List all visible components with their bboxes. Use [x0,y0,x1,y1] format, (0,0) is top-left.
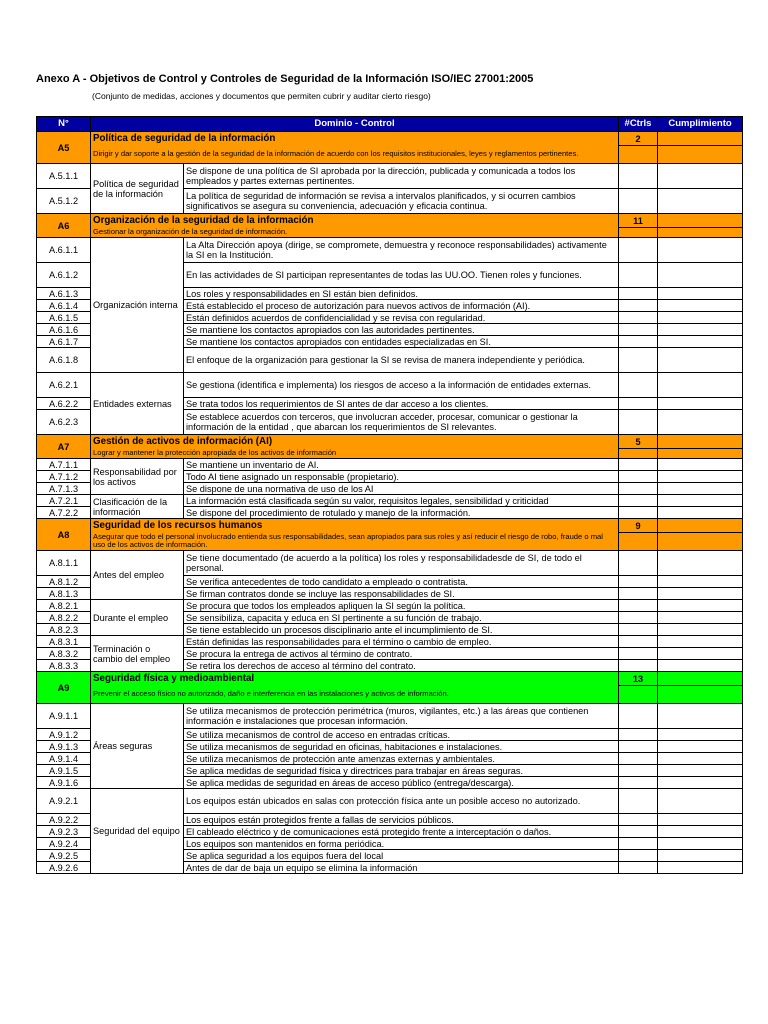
ctrl-count-cell [619,410,658,435]
ctrl-count-cell [619,704,658,729]
control-objective: Política de seguridad de la información [91,164,184,214]
control-id: A.9.2.1 [37,789,91,814]
control-id: A.6.1.6 [37,324,91,336]
ctrl-count-cell [619,789,658,814]
control-text: Se dispone del procedimiento de rotulado y manejo de la información. [184,507,619,519]
domain-title: Gestión de activos de información (AI) [91,435,619,449]
compliance-cell[interactable] [658,228,743,238]
domain-description-row [37,228,743,238]
table-row [37,495,743,507]
ctrl-count-cell [619,777,658,789]
page-subtitle: (Conjunto de medidas, acciones y documentos que permiten cubrir y auditar cierto riesgo) [92,91,431,101]
compliance-cell[interactable] [658,777,743,789]
compliance-cell[interactable] [658,765,743,777]
control-text: Se firman contratos donde se incluye las responsabilidades de SI. [184,588,619,600]
compliance-cell[interactable] [658,435,743,449]
control-text: Están definidas las responsabilidades para el término o cambio de empleo. [184,636,619,648]
table-row [37,459,743,471]
ctrl-count-cell [619,146,658,164]
compliance-cell[interactable] [658,533,743,551]
domain-row [37,435,743,449]
ctrl-count-cell [619,483,658,495]
compliance-cell[interactable] [658,672,743,686]
compliance-cell[interactable] [658,624,743,636]
control-objective: Entidades externas [91,373,184,435]
control-text: El cableado eléctrico y de comunicaciones está protegido frente a interceptación o daños. [184,826,619,838]
compliance-cell[interactable] [658,576,743,588]
ctrl-count-cell [619,729,658,741]
ctrl-count-cell [619,862,658,874]
control-text: La información está clasificada según su valor, requisitos legales, sensibilidad y criticidad [184,495,619,507]
control-id: A.8.3.3 [37,660,91,672]
control-text: Se mantiene un inventario de AI. [184,459,619,471]
table-row [37,789,743,814]
control-id: A.6.1.5 [37,312,91,324]
compliance-cell[interactable] [658,612,743,624]
compliance-cell[interactable] [658,588,743,600]
ctrl-count-cell [619,753,658,765]
control-objective: Responsabilidad por los activos [91,459,184,495]
control-id: A.9.1.3 [37,741,91,753]
domain-code: A7 [37,435,91,459]
control-id: A.9.2.6 [37,862,91,874]
domain-code: A8 [37,519,91,551]
table-row [37,373,743,398]
domain-description-row [37,146,743,164]
table-row [37,600,743,612]
domain-ctrl-count: 9 [619,519,658,533]
controls-table [36,116,743,874]
compliance-cell[interactable] [658,214,743,228]
control-id: A.9.2.5 [37,850,91,862]
control-id: A.8.1.3 [37,588,91,600]
table-header-row [37,117,743,132]
compliance-cell[interactable] [658,495,743,507]
domain-title: Seguridad física y medioambiental [91,672,619,686]
ctrl-count-cell [619,263,658,288]
control-text: Se dispone de una política de SI aprobada por la dirección, publicada y comunicada a todos los empleados y partes externas pertinentes. [184,164,619,189]
domain-description-row [37,533,743,551]
compliance-cell[interactable] [658,729,743,741]
ctrl-count-cell [619,495,658,507]
control-text: Se gestiona (identifica e implementa) los riesgos de acceso a la información de entidades externas. [184,373,619,398]
control-id: A.5.1.1 [37,164,91,189]
control-id: A.6.1.2 [37,263,91,288]
compliance-cell[interactable] [658,814,743,826]
ctrl-count-cell [619,765,658,777]
domain-row [37,214,743,228]
table-row [37,704,743,729]
domain-code: A9 [37,672,91,704]
ctrl-count-cell [619,612,658,624]
ctrl-count-cell [619,398,658,410]
domain-description-row [37,449,743,459]
control-text: Se retira los derechos de acceso al término del contrato. [184,660,619,672]
domain-description: Gestionar la organización de la seguridad de información. [91,228,619,238]
control-id: A.7.2.2 [37,507,91,519]
control-text: Se verifica antecedentes de todo candidato a empleado o contratista. [184,576,619,588]
ctrl-count-cell [619,660,658,672]
ctrl-count-cell [619,686,658,704]
ctrl-count-cell [619,636,658,648]
control-text: Los roles y responsabilidades en SI están bien definidos. [184,288,619,300]
table-row [37,238,743,263]
control-text: El enfoque de la organización para gestionar la SI se revisa de manera independiente y periódica. [184,348,619,373]
control-text: Se trata todos los requerimientos de SI antes de dar acceso a los clientes. [184,398,619,410]
compliance-cell[interactable] [658,850,743,862]
ctrl-count-cell [619,741,658,753]
ctrl-count-cell [619,838,658,850]
domain-row [37,132,743,146]
ctrl-count-cell [619,624,658,636]
compliance-cell[interactable] [658,600,743,612]
control-id: A.7.1.2 [37,471,91,483]
compliance-cell[interactable] [658,686,743,704]
control-id: A.8.2.3 [37,624,91,636]
control-text: Se utiliza mecanismos de protección perimétrica (muros, vigilantes, etc.) a las áreas que contienen información e instalaciones que procesan información. [184,704,619,729]
control-text: Se tiene documentado (de acuerdo a la política) los roles y responsabilidadesde de SI, de todo el personal. [184,551,619,576]
domain-title: Política de seguridad de la información [91,132,619,146]
control-id: A.8.2.1 [37,600,91,612]
compliance-cell[interactable] [658,288,743,300]
control-objective: Áreas seguras [91,704,184,789]
control-text: Se utiliza mecanismos de protección ante amenzas externas y ambientales. [184,753,619,765]
control-text: Los equipos están ubicados en salas con protección física ante un posible acceso no autorizado. [184,789,619,814]
control-text: Está establecido el proceso de autorización para nuevos activos de información (AI). [184,300,619,312]
control-id: A.6.1.1 [37,238,91,263]
control-text: Todo AI tiene asignado un responsable (propietario). [184,471,619,483]
domain-ctrl-count: 5 [619,435,658,449]
compliance-cell[interactable] [658,238,743,263]
control-id: A.9.1.2 [37,729,91,741]
control-id: A.7.1.3 [37,483,91,495]
control-objective: Antes del empleo [91,551,184,600]
control-id: A.6.1.3 [37,288,91,300]
domain-description: Asegurar que todo el personal involucrado entienda sus responsabilidades, sean apropiados para sus roles y así reducir el riesgo de robo, fraude o mal uso de los activos de información. [91,533,619,551]
table-row [37,551,743,576]
compliance-cell[interactable] [658,741,743,753]
control-objective: Clasificación de la información [91,495,184,519]
ctrl-count-cell [619,449,658,459]
control-id: A.9.2.3 [37,826,91,838]
control-id: A.8.1.1 [37,551,91,576]
compliance-cell[interactable] [658,132,743,146]
control-id: A.8.1.2 [37,576,91,588]
ctrl-count-cell [619,336,658,348]
domain-title: Organización de la seguridad de la información [91,214,619,228]
control-id: A.6.1.4 [37,300,91,312]
compliance-cell[interactable] [658,838,743,850]
control-objective: Organización interna [91,238,184,373]
compliance-cell[interactable] [658,312,743,324]
table-row [37,164,743,189]
domain-ctrl-count: 2 [619,132,658,146]
control-text: Se mantiene los contactos apropiados con entidades especializadas en SI. [184,336,619,348]
ctrl-count-cell [619,288,658,300]
ctrl-count-cell [619,588,658,600]
ctrl-count-cell [619,228,658,238]
compliance-cell[interactable] [658,324,743,336]
control-id: A.8.3.2 [37,648,91,660]
compliance-cell[interactable] [658,789,743,814]
ctrl-count-cell [619,648,658,660]
control-text: Se dispone de una normativa de uso de los AI [184,483,619,495]
ctrl-count-cell [619,600,658,612]
page-title: Anexo A - Objetivos de Control y Controles de Seguridad de la Información ISO/IEC 27001:2005 [36,73,534,85]
domain-code: A6 [37,214,91,238]
domain-code: A5 [37,132,91,164]
compliance-cell[interactable] [658,753,743,765]
ctrl-count-cell [619,576,658,588]
domain-description: Lograr y mantener la protección apropiada de los activos de información [91,449,619,459]
control-id: A.7.2.1 [37,495,91,507]
compliance-cell[interactable] [658,410,743,435]
compliance-cell[interactable] [658,471,743,483]
compliance-cell[interactable] [658,704,743,729]
control-id: A.9.1.4 [37,753,91,765]
control-id: A.6.2.1 [37,373,91,398]
compliance-cell[interactable] [658,459,743,471]
table-row [37,636,743,648]
control-text: Antes de dar de baja un equipo se elimina la información [184,862,619,874]
compliance-cell[interactable] [658,519,743,533]
control-id: A.6.1.7 [37,336,91,348]
compliance-cell[interactable] [658,483,743,495]
control-text: Se sensibiliza, capacita y educa en SI pertinente a su función de trabajo. [184,612,619,624]
ctrl-count-cell [619,348,658,373]
compliance-cell[interactable] [658,300,743,312]
control-text: Se mantiene los contactos apropiados con las autoridades pertinentes. [184,324,619,336]
domain-row [37,519,743,533]
control-text: Se procura que todos los empleados apliquen la SI según la política. [184,600,619,612]
control-id: A.6.2.3 [37,410,91,435]
control-text: La Alta Dirección apoya (dirige, se compromete, demuestra y reconoce responsabilidades) activamente la SI en la Institución. [184,238,619,263]
control-id: A.8.3.1 [37,636,91,648]
domain-description: Prevenir el acceso físico no autorizado, daño e interferencia en las instalaciones y activos de información. [91,686,619,704]
ctrl-count-cell [619,238,658,263]
compliance-cell[interactable] [658,826,743,838]
control-text: Se tiene establecido un procesos disciplinario ante el incumplimiento de SI. [184,624,619,636]
control-text: Se utiliza mecanismos de seguridad en oficinas, habitaciones e instalaciones. [184,741,619,753]
ctrl-count-cell [619,459,658,471]
ctrl-count-cell [619,164,658,189]
control-id: A.8.2.2 [37,612,91,624]
domain-ctrl-count: 13 [619,672,658,686]
header-num: N° [37,117,91,132]
compliance-cell[interactable] [658,146,743,164]
control-text: Se aplica seguridad a los equipos fuera del local [184,850,619,862]
compliance-cell[interactable] [658,862,743,874]
compliance-cell[interactable] [658,189,743,214]
ctrl-count-cell [619,300,658,312]
ctrl-count-cell [619,189,658,214]
control-text: Los equipos son mantenidos en forma periódica. [184,838,619,850]
control-id: A.6.2.2 [37,398,91,410]
compliance-cell[interactable] [658,648,743,660]
domain-ctrl-count: 11 [619,214,658,228]
domain-title: Seguridad de los recursos humanos [91,519,619,533]
control-id: A.9.2.4 [37,838,91,850]
control-id: A.7.1.1 [37,459,91,471]
control-text: Los equipos están protegidos frente a fallas de servicios públicos. [184,814,619,826]
compliance-cell[interactable] [658,398,743,410]
control-text: Se procura la entrega de activos al término de contrato. [184,648,619,660]
control-id: A.9.2.2 [37,814,91,826]
control-text: Se aplica medidas de seguridad en áreas de acceso público (entrega/descarga). [184,777,619,789]
ctrl-count-cell [619,814,658,826]
control-id: A.6.1.8 [37,348,91,373]
control-text: Se establece acuerdos con terceros, que involucran acceder, procesar, comunicar o gestionar la información de la entidad , que abarcan los requerimientos de SI relevantes. [184,410,619,435]
ctrl-count-cell [619,533,658,551]
control-id: A.9.1.6 [37,777,91,789]
domain-row [37,672,743,686]
control-text: Están definidos acuerdos de confidencialidad y se revisa con regularidad. [184,312,619,324]
ctrl-count-cell [619,826,658,838]
header-compliance: Cumplimiento [658,117,743,132]
compliance-cell[interactable] [658,263,743,288]
control-id: A.9.1.5 [37,765,91,777]
compliance-cell[interactable] [658,660,743,672]
ctrl-count-cell [619,471,658,483]
ctrl-count-cell [619,507,658,519]
compliance-cell[interactable] [658,636,743,648]
control-objective: Seguridad del equipo [91,789,184,874]
compliance-cell[interactable] [658,164,743,189]
control-id: A.5.1.2 [37,189,91,214]
control-text: Se aplica medidas de seguridad física y directrices para trabajar en áreas seguras. [184,765,619,777]
header-domain-control: Dominio - Control [91,117,619,132]
control-text: Se utiliza mecanismos de control de acceso en entradas críticas. [184,729,619,741]
compliance-cell[interactable] [658,507,743,519]
control-objective: Durante el empleo [91,600,184,636]
ctrl-count-cell [619,312,658,324]
control-text: En las actividades de SI participan representantes de todas las UU.OO. Tienen roles y funciones. [184,263,619,288]
control-objective: Terminación o cambio del empleo [91,636,184,672]
ctrl-count-cell [619,850,658,862]
compliance-cell[interactable] [658,336,743,348]
compliance-cell[interactable] [658,373,743,398]
compliance-cell[interactable] [658,551,743,576]
ctrl-count-cell [619,373,658,398]
compliance-cell[interactable] [658,449,743,459]
control-text: La política de seguridad de información se revisa a intervalos planificados, y si ocurren cambios significativos se asegura su conveniencia, adecuación y eficacia continua. [184,189,619,214]
header-ctrls: #Ctrls [619,117,658,132]
domain-description-row [37,686,743,704]
control-id: A.9.1.1 [37,704,91,729]
compliance-cell[interactable] [658,348,743,373]
ctrl-count-cell [619,551,658,576]
domain-description: Dirigir y dar soporte a la gestión de la seguridad de la información de acuerdo con los requisitos institucionales, leyes y reglamentos pertinentes. [91,146,619,164]
ctrl-count-cell [619,324,658,336]
